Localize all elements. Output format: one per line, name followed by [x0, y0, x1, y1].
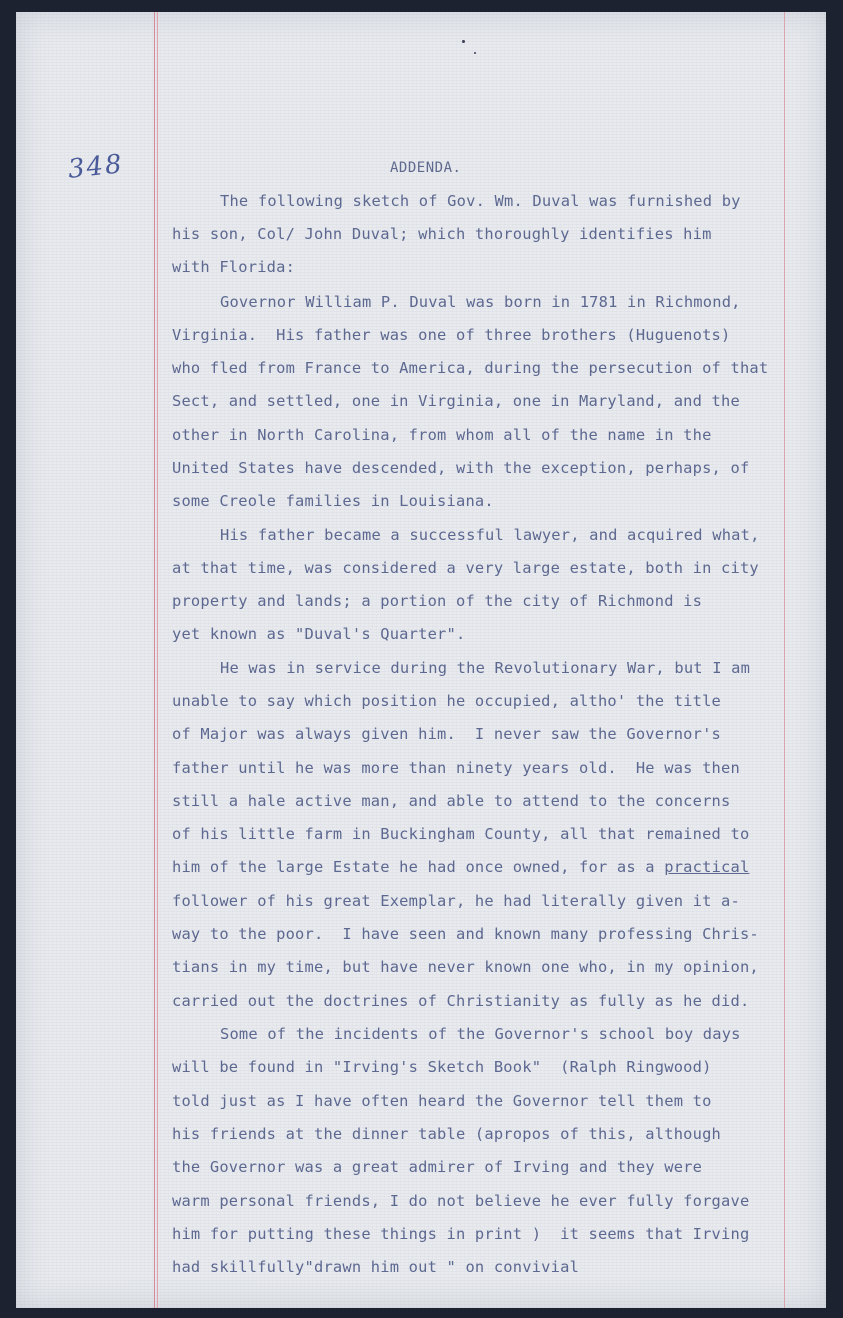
text-line: The following sketch of Gov. Wm. Duval was furnished by [220, 192, 741, 210]
text-line: property and lands; a portion of the city of Richmond is [172, 592, 703, 610]
typewritten-page [16, 12, 826, 1308]
text-line: unable to say which position he occupied, altho' the title [172, 692, 722, 710]
text-line: at that time, was considered a very large estate, both in city [172, 559, 759, 577]
left-margin-rule-inner [157, 12, 158, 1308]
text-line: way to the poor. I have seen and known many professing Chris- [172, 925, 759, 943]
text-line: Sect, and settled, one in Virginia, one in Maryland, and the [172, 392, 740, 410]
text-line: follower of his great Exemplar, he had literally given it a- [172, 892, 740, 910]
ink-speck [474, 52, 476, 54]
text-line [172, 858, 749, 876]
text-line: who fled from France to America, during the persecution of that [172, 359, 769, 377]
right-margin-rule [784, 12, 785, 1308]
text-line: the Governor was a great admirer of Irving and they were [172, 1158, 703, 1176]
text-line: He was in service during the Revolutionary War, but I am [220, 659, 751, 677]
text-line: had skillfully"drawn him out " on convivial [172, 1258, 580, 1276]
text-line: warm personal friends, I do not believe he ever fully forgave [172, 1192, 750, 1210]
text-line: other in North Carolina, from whom all of the name in the [172, 426, 712, 444]
text-line: of his little farm in Buckingham County, all that remained to [172, 825, 750, 843]
text-line: his son, Col/ John Duval; which thoroughly identifies him [172, 225, 712, 243]
text-line-body: him of the large Estate he had once owned, for as a [172, 858, 655, 876]
text-line: of Major was always given him. I never saw the Governor's [172, 725, 722, 743]
text-line: His father became a successful lawyer, and acquired what, [220, 526, 760, 544]
ink-speck [462, 40, 465, 43]
text-line: carried out the doctrines of Christianity as fully as he did. [172, 992, 750, 1010]
text-line: father until he was more than ninety years old. He was then [172, 759, 740, 777]
text-line: still a hale active man, and able to attend to the concerns [172, 792, 731, 810]
text-line: Virginia. His father was one of three brothers (Huguenots) [172, 326, 731, 344]
text-line: told just as I have often heard the Governor tell them to [172, 1092, 712, 1110]
text-line: tians in my time, but have never known one who, in my opinion, [172, 958, 759, 976]
text-line: his friends at the dinner table (apropos of this, although [172, 1125, 722, 1143]
text-line: United States have descended, with the exception, perhaps, of [172, 459, 750, 477]
text-line: yet known as "Duval's Quarter". [172, 625, 466, 643]
handwritten-page-number: 348 [66, 149, 126, 185]
text-line: Governor William P. Duval was born in 1781 in Richmond, [220, 293, 741, 311]
left-margin-rule [154, 12, 155, 1308]
text-line: with Florida: [172, 258, 296, 276]
text-line: Some of the incidents of the Governor's school boy days [220, 1025, 741, 1043]
text-line: will be found in "Irving's Sketch Book" (Ralph Ringwood) [172, 1058, 712, 1076]
text-line: some Creole families in Louisiana. [172, 492, 494, 510]
underlined-word: practical [664, 858, 750, 876]
page-heading: ADDENDA. [390, 160, 462, 176]
text-line: him for putting these things in print ) it seems that Irving [172, 1225, 750, 1243]
